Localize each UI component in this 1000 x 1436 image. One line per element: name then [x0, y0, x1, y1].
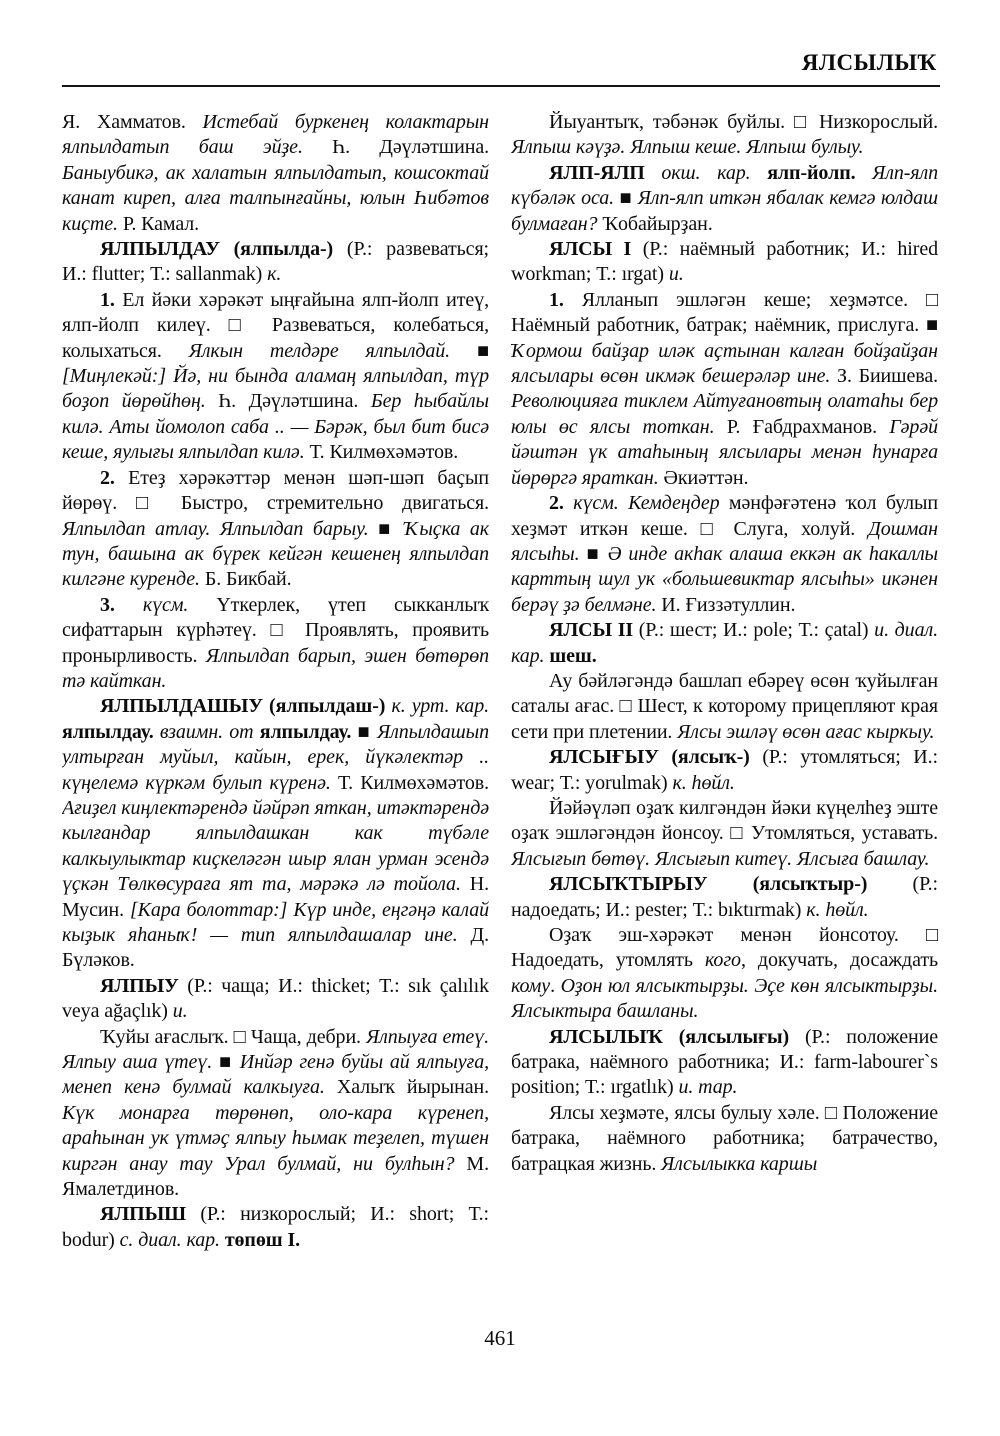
text-run: Т. Килмөхәмәтов. [330, 771, 489, 794]
text-run: Ялсығып бөтөү. Ялсығып китеү. Ялсыға башлау. [511, 847, 930, 870]
paragraph [511, 745, 938, 796]
text-run: ЯЛСЫҒЫУ (ялсыҡ-) [549, 746, 763, 769]
text-run: Етеҙ хәрәкәттәр менән шәп-шәп баҫып йөрөү. □ Быстро, стремительно двигаться. [62, 466, 489, 515]
text-run: Ялпыш кәүҙә. Ялпыш кеше. Ялпыш булыу. [511, 136, 864, 159]
text-run: Оҙон юл ялсыктырҙы. Эҫе көн ялсыктырҙы. Ялсыктыра башланы. [511, 974, 938, 1023]
text-run: Күк монарға төрөнөп, оло-кара күренеп, араһынан ук үтмәҫ ялпыу һымак теҙелеп, түшен киргән анау тау Урал булмай, ни булһын? [62, 1101, 489, 1175]
text-run: и. тар. [678, 1076, 738, 1099]
text-run: и. диал. кар. [511, 619, 938, 667]
text-run: Оҙаҡ эш-хәрәкәт менән йонсотоу. □ Надоедать, утомлять [511, 924, 938, 972]
text-run: Р. Ғабдрахманов. [714, 415, 890, 438]
text-run: Я. Хамматов. [62, 111, 203, 133]
text-run: күсм. [142, 593, 189, 616]
text-run: Ҡобайырҙан. [597, 212, 713, 235]
text-run: Әкиәттән. [658, 466, 749, 489]
text-run: 3. [100, 593, 115, 616]
paragraph [62, 237, 489, 288]
text-run: . [550, 974, 561, 997]
paragraph [62, 288, 489, 466]
text-run: (Р.: наёмный работник; И.: hired workman; Т.: ırgat) [511, 238, 938, 286]
text-run [564, 492, 573, 514]
text-run: Инйәр генә буйы ай ялпыуға, менеп кенә булмай калкыуға. [62, 1051, 489, 1099]
text-run: к. һөйл. [806, 898, 869, 921]
text-run: Б. Бикбай. [199, 568, 292, 591]
text-run: ■ [357, 720, 378, 743]
text-run: Ялсылыкка каршы [661, 1152, 818, 1175]
text-run: ЯЛПЫУ [100, 974, 188, 997]
text-run: Ҡормош байҙар иләк аҫтынан калған бойҙайҙан ялсылары өсөн икмәк бешерәләр ине. [511, 339, 938, 388]
paragraph [511, 110, 938, 161]
text-run: Р. Камал. [117, 212, 200, 235]
text-run: шеш. [549, 644, 597, 667]
text-run: З. Биишева. [830, 365, 938, 388]
text-run: окш. кар. [661, 161, 768, 184]
text-run: ЯЛПЫЛДАУ (ялпылда-) [100, 238, 347, 261]
right-column [511, 110, 938, 1315]
text-run: Ялсы эшләү өсөн ағас кыркыу. [677, 720, 935, 743]
paragraph [511, 923, 938, 1025]
text-run: И. Ғиззәтуллин. [656, 593, 796, 616]
text-run: Ялпылдашып ултырған муйыл, кайын, ерек, йүкәлектәр .. күңелемә күркәм булып күренә. [62, 720, 489, 794]
text-run: ■ [614, 187, 638, 210]
paragraph [62, 466, 489, 593]
text-run: Истебай буркенең колактарын ялпылдатып баш эйҙе. [62, 111, 489, 159]
text-run: Н. Мусин. [62, 873, 489, 921]
text-run: Халыҡ йырынан. [324, 1076, 489, 1099]
text-run: к. [267, 263, 282, 286]
text-run: 1. [549, 288, 564, 311]
text-run: ялп-йолп. [767, 161, 873, 184]
text-run: и. [172, 1000, 188, 1023]
text-run: (Р.: низкорослый; И.: short; Т.: bodur) [62, 1203, 489, 1251]
paragraph [62, 110, 489, 237]
text-run: Ялланып эшләгән кеше; хеҙмәтсе. □ Наёмный работник, батрак; наёмник, прислуга. ■ [511, 288, 938, 337]
text-run: Баныубикә, ак халатын ялпылдатып, кошсоктай канат киреп, алға талпынғайны, юлын Һибәтов киҫте. [62, 161, 489, 235]
text-run: Йыуантыҡ, тәбәнәк буйлы. □ Низкорослый. [549, 111, 938, 133]
text-run: Ҡыҫка ак тун, башына ак бүрек кейгән кешенең ялпылдап килгәне куренде. [62, 517, 489, 591]
paragraph [511, 491, 938, 618]
text-run: Һ. Дәүләтшина. [302, 136, 489, 159]
text-run: Гәрәй йәштән үк атаһының ялсылары менән һунарға йөрөргә яраткан. [511, 415, 938, 489]
text-run: Үткерлек, үтеп сыкканлыҡ сифаттарын күрһәтеү. □ Проявлять, проявить пронырливость. [62, 593, 489, 667]
text-run [115, 594, 143, 616]
paragraph [511, 618, 938, 669]
text-run: М. Ямалетдинов. [62, 1152, 489, 1201]
running-head: ЯЛСЫЛЫҠ [801, 50, 937, 75]
paragraph [511, 1101, 938, 1177]
left-column [62, 110, 489, 1315]
text-run: [Миңлекәй:] Йә, ни бында аламаң ялпылдап, түр боҙоп йөрөйһөң. [62, 365, 489, 413]
text-run: (Р.: надоедать; И.: pester; Т.: bıktırmak) [511, 873, 938, 921]
text-run: Бер һыбайлы килә. Аты йомолоп саба .. — Бәрәк, был бит бисә кеше, яулығы ялпылдап килә. [62, 390, 489, 464]
text-run: ЯЛПЫШ [100, 1203, 201, 1226]
header-rule [62, 85, 940, 87]
text-run: (Р.: чаща; И.: thicket; Т.: sık çalılık veya ağaçlık) [62, 974, 489, 1023]
paragraph [62, 593, 489, 695]
text-run: Ялп-ялп иткән ябалак кемгә юлдаш булмаған? [511, 187, 938, 235]
text-run: күсм. Кемдеңдер [573, 492, 720, 515]
text-run: Йәйәүләп оҙаҡ килгәндән йәки күңелһеҙ эште оҙаҡ эшләгәндән йонсоу. □ Утомляться, уставать. [511, 796, 938, 845]
text-run: кому [511, 974, 551, 997]
text-run: ЯЛП-ЯЛП [549, 161, 662, 184]
text-run: мәнфәғәтенә ҡол булып хеҙмәт иткән кеше. □ Слуга, холуй. [511, 492, 938, 540]
paragraph [511, 237, 938, 288]
paragraph [511, 872, 938, 923]
text-run: (Р.: утомляться; И.: wear; Т.: yorulmak) [511, 746, 938, 794]
paragraph [62, 1025, 489, 1203]
paragraph [511, 161, 938, 237]
text-run: ЯЛПЫЛДАШЫУ (ялпылдаш-) [100, 695, 392, 718]
text-run: (Р.: положение батрака, наёмного работника; И.: farm-labourer`s position; Т.: ırgatlık) [511, 1025, 938, 1099]
text-run: и. [668, 263, 684, 286]
page-number: 461 [484, 1326, 516, 1350]
text-columns [62, 110, 938, 1315]
text-run: Ялпылдап барып, эшен бөтөрөп тә кайткан. [62, 644, 489, 692]
text-run: 2. [549, 492, 564, 515]
paragraph [511, 669, 938, 745]
text-run: Ялп-ялп күбәләк оса. [511, 161, 938, 210]
text-run: Ялпыуға етеү. Ялпыу аша үтеү. [62, 1025, 489, 1074]
text-run: 1. [100, 288, 115, 311]
text-run: Ел йәки хәрәкәт ыңғайына ялп-йолп итеү, ялп-йолп килеү. □ Развеваться, колебаться, колыхаться. [62, 288, 489, 362]
text-run: Ялпылдап атлау. Ялпылдап барыу. [62, 517, 369, 540]
text-run: , докучать, досаждать [740, 949, 938, 972]
text-run: Ялкын телдәре ялпылдай. [188, 339, 451, 362]
text-run: (Р.: развеваться; И.: flutter; Т.: sallanmak) [62, 238, 489, 286]
text-run: Т. Килмөхәмәтов. [304, 441, 459, 464]
text-run: ЯЛСЫ II [549, 619, 639, 642]
text-run: с. диал. кар. [119, 1228, 225, 1251]
text-run: Ағиҙел киңлектәрендә йәйрәп яткан, итәктәрендә кылғандар ялпылдашкан как түбәле калкыулыктар киҫкеләгән шыр ялан урман эсендә үҫкән Төлкөсураға ят та, мәрәкә лә тойола. [62, 796, 489, 896]
text-run: [Кара болоттар:] Күр инде, еңгәңә калай кыҙык яһаныҡ! — тип ялпылдашалар ине. [62, 898, 489, 946]
text-run: (Р.: шест; И.: pole; Т.: çatal) [638, 619, 875, 642]
text-run: Ә инде акһак алаша еккән ак һакаллы карттың шул ук «большевиктар ялсыһы» икәнен берәү ҙә белмәне. [511, 542, 938, 616]
paragraph [511, 1025, 938, 1101]
text-run: Һ. Дәүләтшина. [205, 390, 371, 413]
paragraph [62, 1202, 489, 1253]
text-run: ЯЛСЫЛЫҠ (ялсылығы) [549, 1025, 805, 1048]
text-run: ■ [368, 517, 405, 540]
text-run: к. урт. кар. [391, 695, 489, 718]
text-run: ялпылдау. [62, 720, 160, 743]
text-run: Д. Бүләков. [62, 924, 489, 972]
paragraph [62, 974, 489, 1025]
text-run: Ялсы хеҙмәте, ялсы булыу хәле. □ Положение батрака, наёмного работника; батрачество, батрацкая жизнь. [511, 1101, 938, 1175]
text-run: взаимн. от [159, 720, 260, 743]
text-run: төпөш I. [224, 1228, 301, 1251]
paragraph [511, 288, 938, 491]
text-run: Ау бәйләгәндә башлап ебәреү өсөн ҡуйылған саталы ағас. □ Шест, к которому прицепляют края сети при плетении. [511, 669, 938, 743]
text-run: 2. [100, 466, 115, 489]
paragraph [62, 694, 489, 973]
text-run: ■ [579, 542, 608, 565]
text-run: ЯЛСЫҠТЫРЫУ (ялсыҡтыр-) [549, 873, 913, 896]
text-run: кого [704, 949, 741, 972]
text-run: Ҡуйы ағаслыҡ. □ Чаща, дебри. [100, 1025, 367, 1048]
text-run: Дошман ялсыһы. [511, 517, 938, 565]
text-run: ■ [212, 1051, 240, 1074]
text-run: Революцияға тиклем Айтуғановтың олатаһы бер юлы өс ялсы тоткан. [511, 390, 938, 438]
text-run: ялпылдау. [259, 720, 358, 743]
text-run: ■ [450, 339, 489, 362]
paragraph [511, 796, 938, 872]
text-run: к. һөйл. [672, 771, 735, 794]
text-run: ЯЛСЫ I [549, 238, 643, 261]
